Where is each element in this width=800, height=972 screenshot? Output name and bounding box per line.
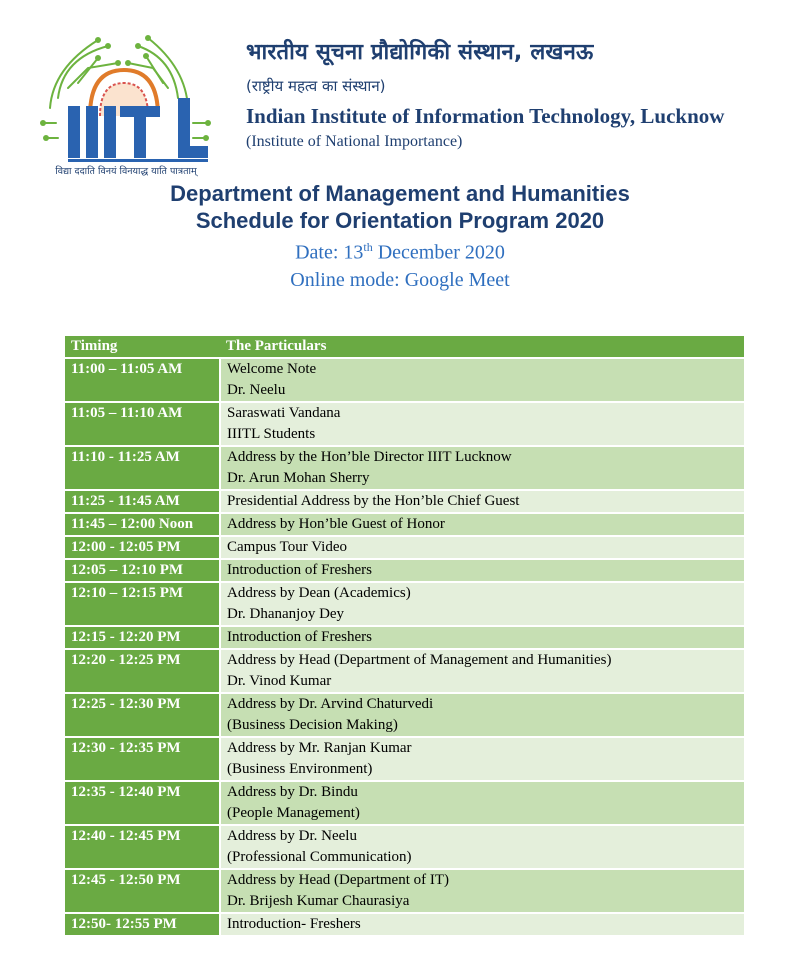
- logo-motto: विद्या ददाति विनयं विनयाद्ध याति पात्रताम्: [55, 166, 197, 177]
- row-particulars: [220, 446, 744, 490]
- particulars-line-1: Welcome Note: [227, 361, 317, 377]
- row-particulars: [220, 825, 744, 869]
- table-row: [65, 913, 744, 936]
- row-timing: 12:00 - 12:05 PM: [65, 536, 220, 559]
- row-particulars: [220, 869, 744, 913]
- particulars-line-2: (Professional Communication): [227, 849, 412, 865]
- title-block: [0, 180, 800, 294]
- row-particulars: [220, 693, 744, 737]
- particulars-line-1: Address by Dr. Bindu: [227, 784, 358, 800]
- particulars-line-1: Introduction of Freshers: [227, 562, 372, 578]
- particulars-line-1: Address by the Hon’ble Director IIIT Lucknow: [227, 449, 512, 465]
- row-timing: 12:05 – 12:10 PM: [65, 559, 220, 582]
- particulars-line-1: Address by Head (Department of Management and Humanities): [227, 652, 612, 668]
- event-date: [0, 234, 800, 267]
- header-particulars: The Particulars: [220, 336, 744, 358]
- row-timing: 12:25 - 12:30 PM: [65, 693, 220, 737]
- row-particulars: [220, 402, 744, 446]
- table-header-row: [65, 336, 744, 358]
- table-row: [65, 825, 744, 869]
- particulars-line-2: Dr. Dhananjoy Dey: [227, 606, 345, 622]
- row-particulars: [220, 536, 744, 559]
- row-particulars: [220, 513, 744, 536]
- institute-subtitle-english: (Institute of National Importance): [246, 133, 463, 150]
- table-row: [65, 693, 744, 737]
- date-suffix-sup: th: [363, 240, 373, 254]
- table-row: [65, 582, 744, 626]
- row-particulars: [220, 626, 744, 649]
- row-particulars: [220, 737, 744, 781]
- particulars-line-2: Dr. Arun Mohan Sherry: [227, 470, 370, 486]
- particulars-line-2: Dr. Neelu: [227, 382, 286, 398]
- particulars-line-1: Address by Hon’ble Guest of Honor: [227, 516, 445, 532]
- event-mode: Online mode: Google Meet: [290, 268, 510, 291]
- row-timing: 12:40 - 12:45 PM: [65, 825, 220, 869]
- row-timing: 12:50- 12:55 PM: [65, 913, 220, 936]
- row-timing: 12:15 - 12:20 PM: [65, 626, 220, 649]
- table-row: [65, 737, 744, 781]
- table-row: [65, 490, 744, 513]
- row-particulars: [220, 358, 744, 402]
- row-particulars: [220, 582, 744, 626]
- particulars-line-1: Address by Dean (Academics): [227, 585, 411, 601]
- header-timing: Timing: [65, 336, 220, 358]
- row-particulars: [220, 559, 744, 582]
- institute-name-hindi: भारतीय सूचना प्रौद्योगिकी संस्थान, लखनऊ: [246, 40, 594, 65]
- table-row: [65, 513, 744, 536]
- particulars-line-1: Address by Dr. Neelu: [227, 828, 357, 844]
- particulars-line-1: Address by Head (Department of IT): [227, 872, 450, 888]
- schedule-title: Schedule for Orientation Program 2020: [195, 208, 605, 233]
- particulars-line-2: (Business Decision Making): [227, 717, 398, 733]
- particulars-line-1: Introduction- Freshers: [227, 916, 361, 932]
- row-timing: 12:30 - 12:35 PM: [65, 737, 220, 781]
- row-timing: 11:00 – 11:05 AM: [65, 358, 220, 402]
- particulars-line-1: Introduction of Freshers: [227, 629, 372, 645]
- particulars-line-2: (People Management): [227, 805, 360, 821]
- particulars-line-1: Address by Mr. Ranjan Kumar: [227, 740, 412, 756]
- table-row: [65, 402, 744, 446]
- schedule-table: [65, 336, 744, 937]
- particulars-line-1: Saraswati Vandana: [227, 405, 341, 421]
- table-row: [65, 869, 744, 913]
- row-timing: 11:25 - 11:45 AM: [65, 490, 220, 513]
- table-row: [65, 358, 744, 402]
- table-row: [65, 626, 744, 649]
- particulars-line-2: Dr. Brijesh Kumar Chaurasiya: [227, 893, 410, 909]
- table-row: [65, 536, 744, 559]
- particulars-line-2: (Business Environment): [227, 761, 373, 777]
- institute-name-english: Indian Institute of Information Technology, Lucknow: [246, 104, 725, 128]
- row-timing: 12:35 - 12:40 PM: [65, 781, 220, 825]
- row-timing: 11:10 - 11:25 AM: [65, 446, 220, 490]
- particulars-line-1: Campus Tour Video: [227, 539, 347, 555]
- date-prefix: Date: 13: [295, 241, 364, 264]
- iiitl-logo: [28, 28, 233, 178]
- particulars-line-2: Dr. Vinod Kumar: [227, 673, 332, 689]
- row-particulars: [220, 913, 744, 936]
- table-row: [65, 446, 744, 490]
- particulars-line-1: Presidential Address by the Hon’ble Chief Guest: [227, 493, 520, 509]
- row-timing: 11:05 – 11:10 AM: [65, 402, 220, 446]
- row-timing: 11:45 – 12:00 Noon: [65, 513, 220, 536]
- row-particulars: [220, 490, 744, 513]
- date-rest: December 2020: [372, 241, 505, 264]
- institute-subtitle-hindi: (राष्ट्रीय महत्व का संस्थान): [246, 77, 386, 95]
- particulars-line-1: Address by Dr. Arvind Chaturvedi: [227, 696, 434, 712]
- schedule-body: [65, 358, 744, 936]
- table-row: [65, 559, 744, 582]
- row-particulars: [220, 781, 744, 825]
- row-timing: 12:20 - 12:25 PM: [65, 649, 220, 693]
- row-particulars: [220, 649, 744, 693]
- table-row: [65, 649, 744, 693]
- department-title: Department of Management and Humanities: [170, 181, 630, 206]
- table-row: [65, 781, 744, 825]
- particulars-line-2: IIITL Students: [227, 426, 316, 442]
- row-timing: 12:10 – 12:15 PM: [65, 582, 220, 626]
- row-timing: 12:45 - 12:50 PM: [65, 869, 220, 913]
